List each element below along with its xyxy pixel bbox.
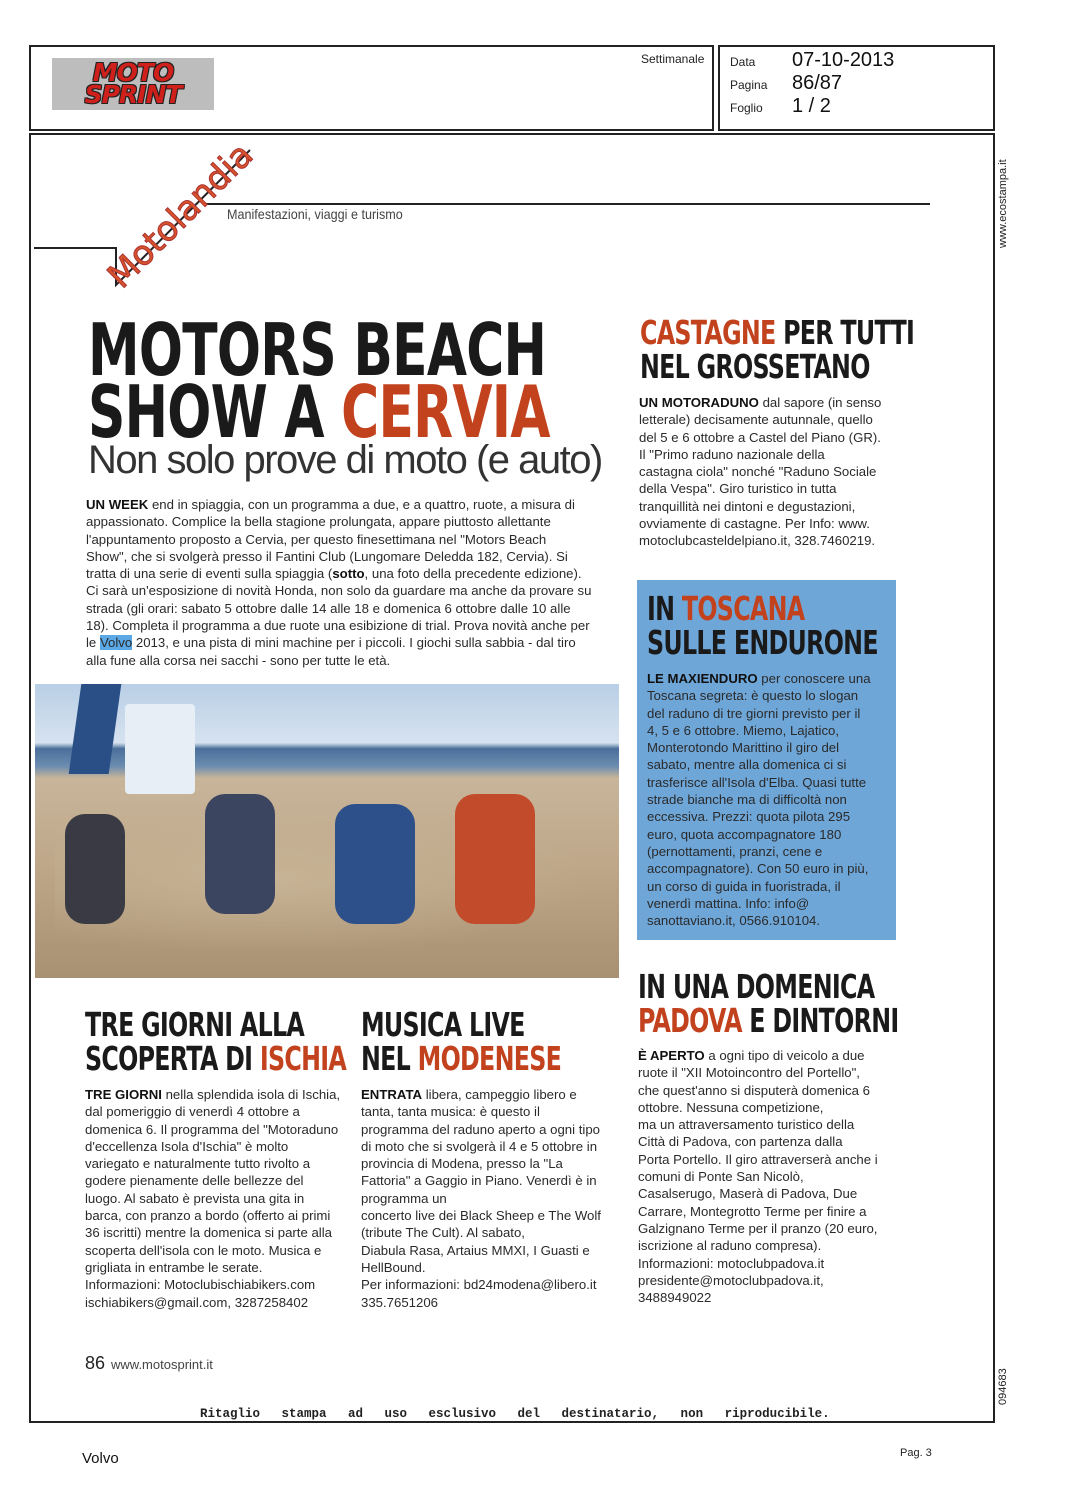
main-subtitle: Non solo prove di moto (e auto) xyxy=(88,438,602,482)
page-number: 86 xyxy=(85,1353,106,1373)
lead: UN MOTORADUNO xyxy=(639,395,759,410)
text: a ogni tipo di veicolo a due ruote il "XII Motoincontro del Portello", che quest'anno si disputerà domenica 6 ottobre. Nessuna competizione, ma un attraversamento turistico della Città di Padova, con partenza dalla Porta Portello. Il giro attraverserà anche i comuni di Ponte San Nicolò, Casalserugo, Maserà di Padova, Due Carrare, Montegrotto Terme per finire a Galzignano Terme per il pranzo (20 euro, iscrizione al raduno compresa). Informazioni: motoclubpadova.it presidente@motoclubpadova.it, 3488949022 xyxy=(638,1048,878,1306)
lead: UN WEEK xyxy=(86,497,149,512)
bold: sotto xyxy=(332,566,365,582)
article3-title xyxy=(638,967,899,1040)
title-highlight: CASTAGNE xyxy=(640,313,776,352)
article2-body xyxy=(647,670,897,929)
title-text: SHOW A xyxy=(88,370,342,454)
title-text: E DINTORNI xyxy=(741,1001,899,1040)
article3-body xyxy=(638,1047,908,1306)
article4-body xyxy=(85,1086,355,1311)
date-value: 07-10-2013 xyxy=(792,49,895,71)
page-value: 86/87 xyxy=(792,72,843,94)
title-text: NEL GROSSETANO xyxy=(640,347,870,386)
text: , una foto della precedente edizione). Ci sarà un'esposizione di novità Honda, non solo da guardare ma anche da provare su strada (gli orari: sabato 5 ottobre dalle 14 alle 18 e domenica 6 ottobre dalle 10 alle 18). Completa il programma a due ruote una esibizione di trial. Prova novità anche per le xyxy=(86,566,592,651)
section-name: Motolandia xyxy=(100,135,262,297)
title-text: SCOPERTA DI xyxy=(85,1039,260,1078)
frequency: Settimanale xyxy=(641,52,705,66)
text: 2013, e una pista di mini machine per i piccoli. I giochi sulla sabbia - dal tiro alla fune alla corsa nei sacchi - sono per tutte le età. xyxy=(86,635,576,668)
article4-title xyxy=(85,1005,347,1078)
sheet-value: 1 / 2 xyxy=(792,95,831,117)
beach-motocross-photo xyxy=(35,684,619,978)
publication-logo: MOTO SPRINT xyxy=(52,58,214,110)
keyword: Volvo xyxy=(82,1450,119,1467)
title-highlight: TOSCANA xyxy=(681,589,805,628)
title-highlight: MODENESE xyxy=(417,1039,562,1078)
section-subtitle: Manifestazioni, viaggi e turismo xyxy=(227,206,403,222)
text: dal sapore (in senso letterale) decisamente autunnale, quello del 5 e 6 ottobre a Castel del Piano (GR). Il "Primo raduno nazionale della castagna ciola" nonché "Raduno Sociale della Vespa". Giro turistico in tutta tranquillità nei dintoni e degustazioni, ovviamente di castagne. Per Info: www. motoclubcasteldelpiano.it, 328.7460219. xyxy=(639,395,882,549)
page-label: Pagina xyxy=(730,78,768,92)
title-text: MUSICA LIVE xyxy=(361,1005,525,1044)
page-indicator: Pag. 3 xyxy=(900,1447,932,1459)
side-site: www.ecostampa.it xyxy=(997,159,1009,248)
highlighted-keyword: Volvo xyxy=(99,635,133,651)
side-code: 094683 xyxy=(997,1368,1009,1405)
footer-site: www.motosprint.it xyxy=(111,1357,213,1372)
main-body xyxy=(86,496,626,669)
lead: TRE GIORNI xyxy=(85,1087,162,1102)
lead: È APERTO xyxy=(638,1048,705,1063)
article2-title xyxy=(647,589,878,662)
clipping-notice: Ritaglio stampa ad uso esclusivo del destinatario, non riproducibile. xyxy=(200,1407,830,1421)
sheet-label: Foglio xyxy=(730,101,763,115)
title-text: PER TUTTI xyxy=(775,313,915,352)
text: nella splendida isola di Ischia, dal pomeriggio di venerdì 4 ottobre a domenica 6. Il programma del "Motoraduno d'eccellenza Isola d'Ischia" è molto variegato e naturalmente tutto rivolto a godere pienamente delle bellezze del luogo. Al sabato è prevista una gita in barca, con pranzo a bordo (offerto ai primi 36 iscritti) mentre la domenica si parte alla scoperta dell'isola con le moto. Musica e grigliata in entrambe le serate. Informazioni: Motoclubischiabikers.com ischiabikers@gmail.com, 3287258402 xyxy=(85,1087,341,1310)
title-city: CERVIA xyxy=(341,370,550,454)
main-title-line1: MOTORS BEACH xyxy=(88,308,547,392)
lead: ENTRATA xyxy=(361,1087,423,1102)
text: end in spiaggia, con un programma a due, e a quattro, ruote, a misura di appassionato. Complice la bella stagione prolungata, appare piuttosto allettante l'appuntamento proposto a Cervia, per questo finesettimana nel "Motors Beach Show", che si svolgerà presso il Fantini Club (Lungomare Deledda 182, Cervia). Si tratta di una serie di eventi sulla spiaggia ( xyxy=(86,497,575,582)
title-highlight: ISCHIA xyxy=(259,1039,347,1078)
article1-title xyxy=(640,313,915,386)
lead: LE MAXIENDURO xyxy=(647,671,758,686)
title-text: SULLE ENDURONE xyxy=(647,623,878,662)
article5-body xyxy=(361,1086,631,1311)
title-text: IN UNA DOMENICA xyxy=(638,967,875,1006)
text: libera, campeggio libero e tanta, tanta musica: è questo il programma del raduno aperto a ogni tipo di moto che si svolgerà il 4 e 5 ottobre in provincia di Modena, presso la "La Fattoria" a Gaggio in Piano. Venerdì è in programma un concerto live dei Black Sheep e The Wolf (tribute The Cult). Al sabato, Diabula Rasa, Artaius MMXI, I Guasti e HellBound. Per informazioni: bd24modena@libero.it 335.7651206 xyxy=(361,1087,601,1310)
article1-body xyxy=(639,394,899,550)
title-text: IN xyxy=(647,589,682,628)
title-text: NEL xyxy=(361,1039,418,1078)
title-highlight: PADOVA xyxy=(638,1001,742,1040)
date-label: Data xyxy=(730,55,756,69)
text: per conoscere una Toscana segreta: è questo lo slogan del raduno di tre giorni previsto per il 4, 5 e 6 ottobre. Miemo, Lajatico, Monterotondo Marittino il giro del sabato, mentre alla domenica ci si trasferisce all'Isola d'Elba. Quasi tutte strade bianche ma di difficoltà non eccessiva. Prezzi: quota pilota 295 euro, quota accompagnatore 180 (pernottamenti, pranzi, cene e accompagnatore). Con 50 euro in più, un corso di guida in fuoristrada, il venerdì mattina. Info: info@ sanottaviano.it, 0566.910104. xyxy=(647,671,871,929)
title-text: TRE GIORNI ALLA xyxy=(85,1005,305,1044)
article5-title xyxy=(361,1005,562,1078)
